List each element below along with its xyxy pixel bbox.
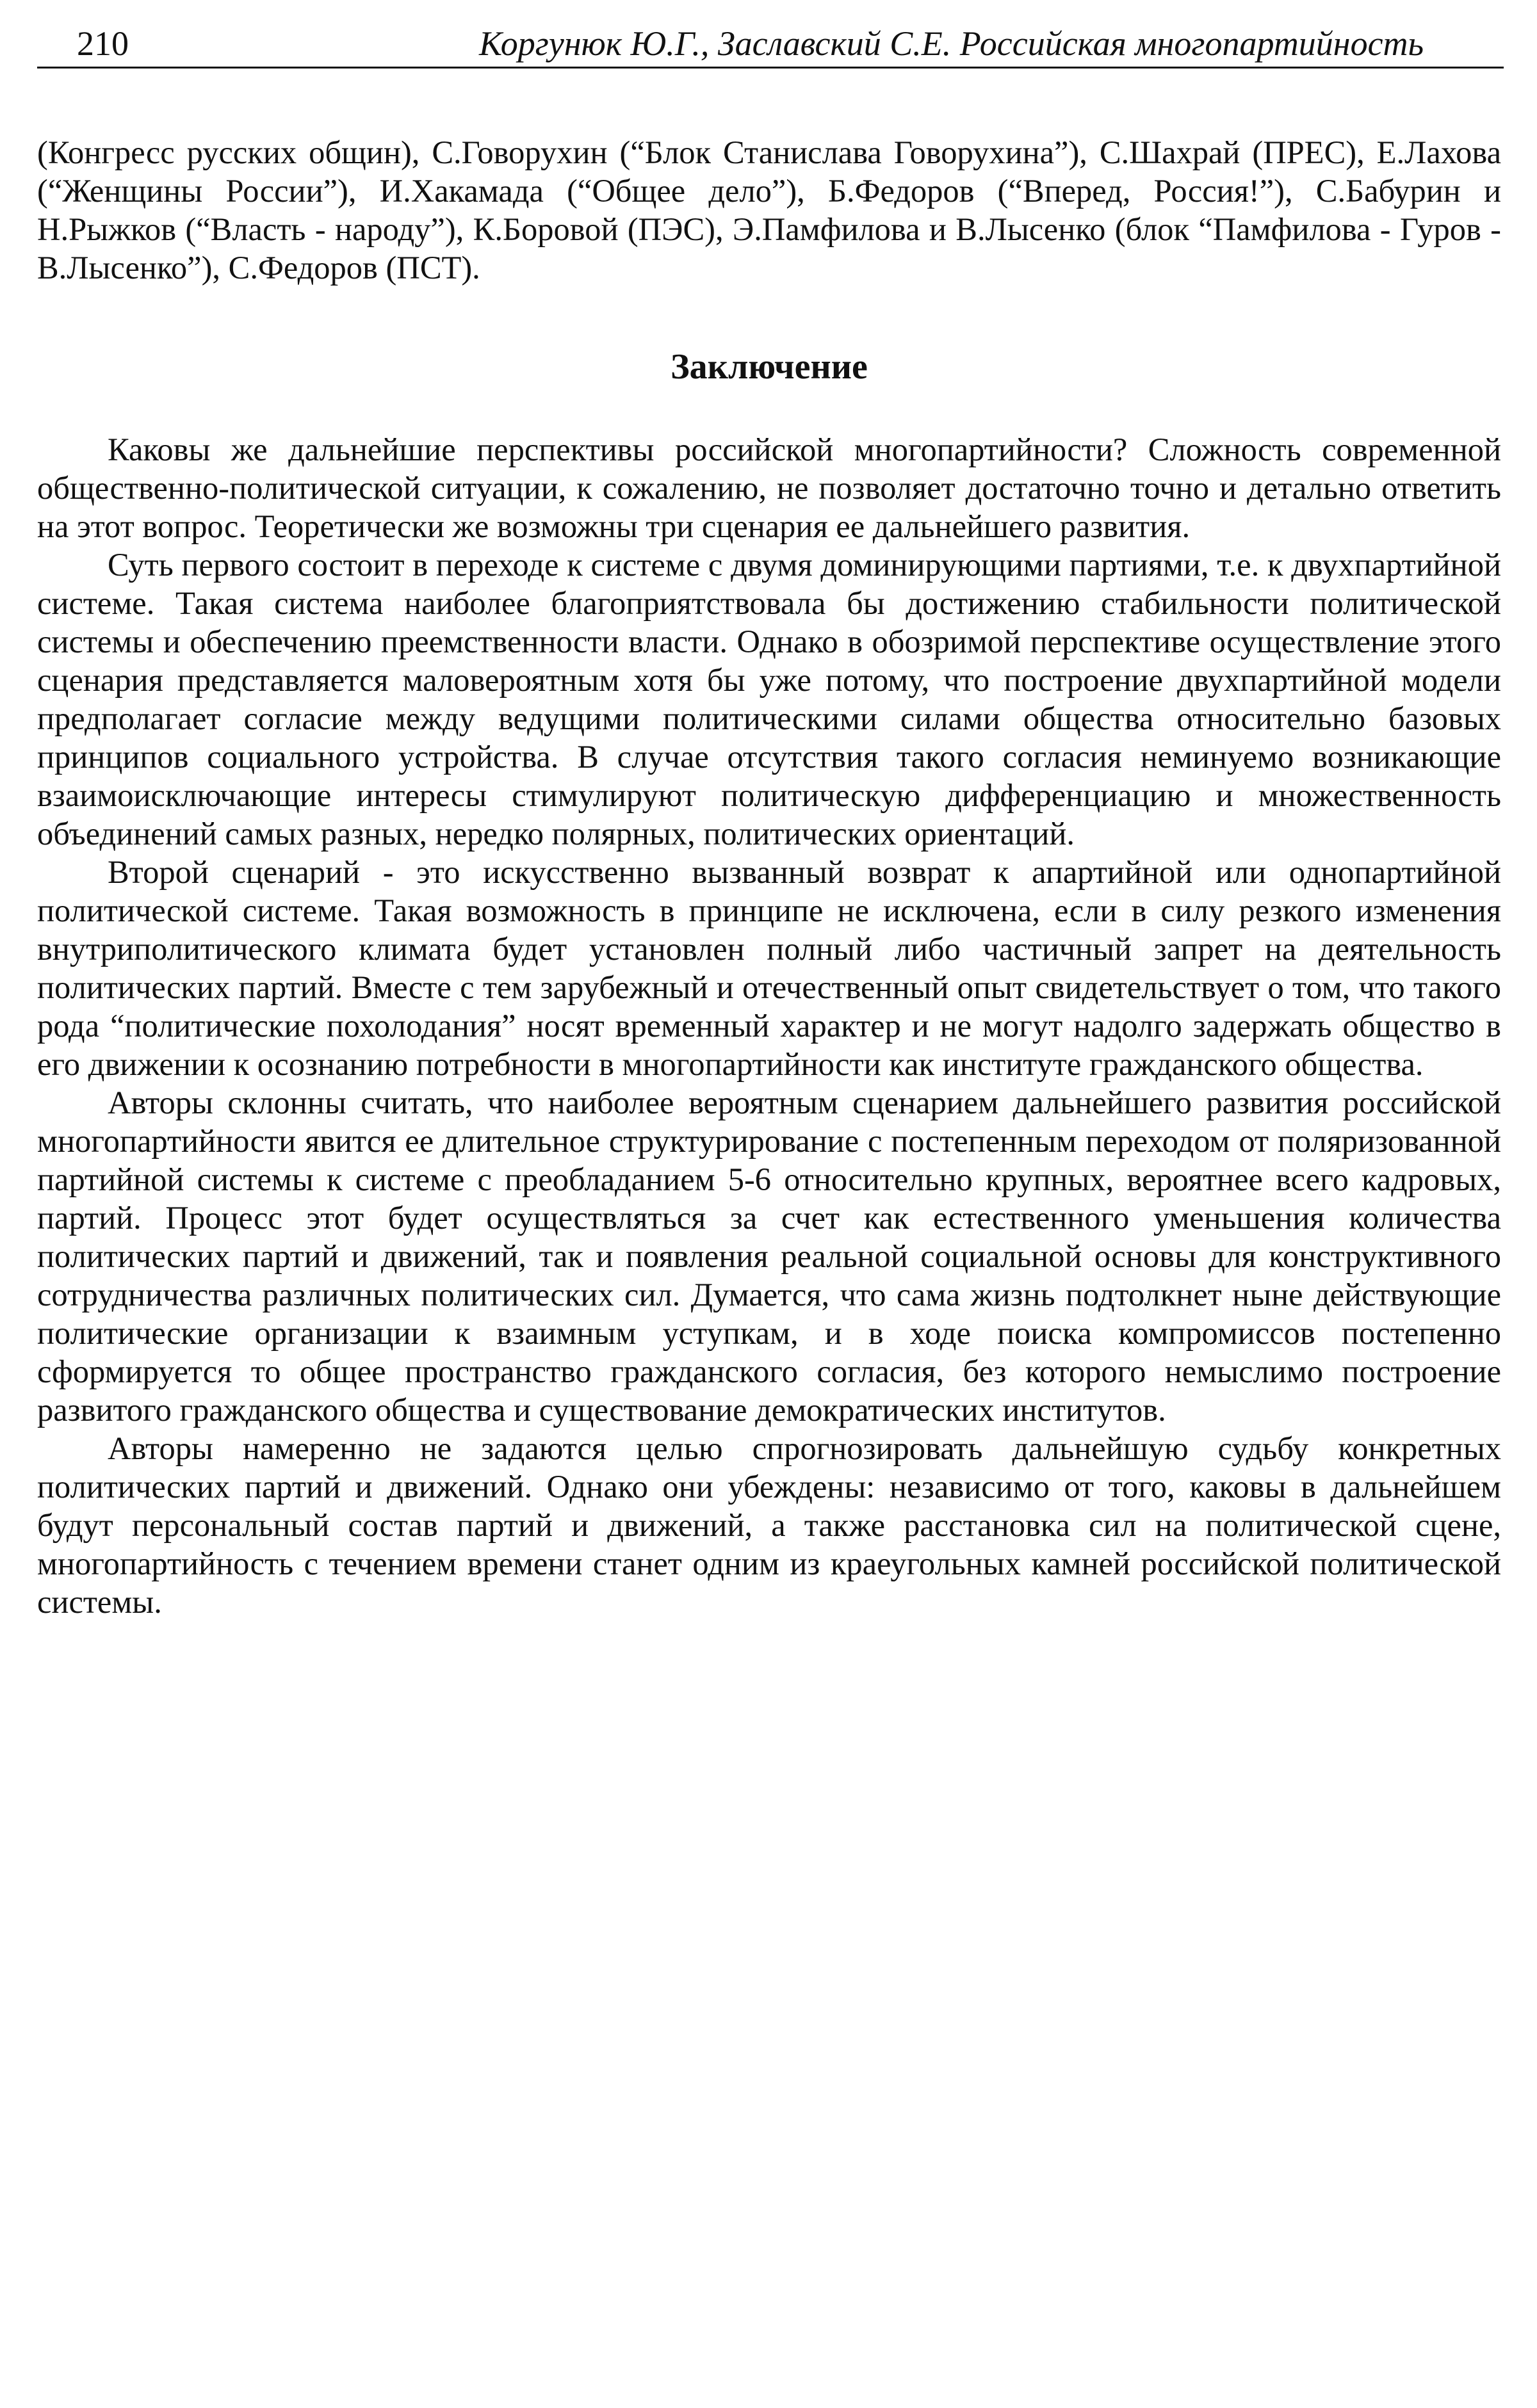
page-number: 210 xyxy=(77,24,129,63)
paragraph-4: Авторы склонны считать, что наиболее вероятным сценарием дальнейшего развития российской многопартийности явится ее длительное структурирование с постепенным переходом от поляризованной партийной системы к системе с преобладанием 5-6 относительно крупных, вероятнее всего кадровых, партий. Процесс этот будет осуществляться за счет как естественного уменьшения количества политических партий и движений, так и появления реальной социальной основы для конструктивного сотрудничества различных политических сил. Думается, что сама жизнь подтолкнет ныне действующие политические организации к взаимным уступкам, и в ходе поиска компромиссов постепенно сформируется то общее пространство гражданского согласия, без которого немыслимо построение развитого гражданского общества и существование демократических институтов. xyxy=(37,1085,1501,1428)
running-header xyxy=(37,22,1504,69)
section-title: Заключение xyxy=(671,347,868,387)
page-body xyxy=(37,133,1501,1621)
intro-paragraph: (Конгресс русских общин), С.Говорухин (“Блок Станислава Говорухина”), С.Шахрай (ПРЕС), Е.Лахова (“Женщины России”), И.Хакамада (“Общее дело”), Б.Федоров (“Вперед, Россия!”), С.Бабурин и Н.Рыжков (“Власть - народу”), К.Боровой (ПЭС), Э.Памфилова и В.Лысенко (блок “Памфилова - Гуров - В.Лысенко”), С.Федоров (ПСТ). xyxy=(37,134,1501,286)
paragraph-3: Второй сценарий - это искусственно вызванный возврат к апартийной или однопартийной политической системе. Такая возможность в принципе не исключена, если в силу резкого изменения внутриполитического климата будет установлен полный либо частичный запрет на деятельность политических партий. Вместе с тем зарубежный и отечественный опыт свидетельствует о том, что такого рода “политические похолодания” носят временный характер и не могут надолго задержать общество в его движении к осознанию потребности в многопартийности как институте гражданского общества. xyxy=(37,854,1501,1082)
paragraph-1: Каковы же дальнейшие перспективы российской многопартийности? Сложность современной общественно-политической ситуации, к сожалению, не позволяет достаточно точно и детально ответить на этот вопрос. Теоретически же возможны три сценария ее дальнейшего развития. xyxy=(37,432,1501,544)
paragraph-5: Авторы намеренно не задаются целью спрогнозировать дальнейшую судьбу конкретных политических партий и движений. Однако они убеждены: независимо от того, каковы в дальнейшем будут персональный состав партий и движений, а также расстановка сил на политической сцене, многопартийность с течением времени станет одним из краеугольных камней российской политической системы. xyxy=(37,1430,1501,1620)
paragraph-2: Суть первого состоит в переходе к системе с двумя доминирующими партиями, т.е. к двухпартийной системе. Такая система наиболее благоприятствовала бы достижению стабильности политической системы и обеспечению преемственности власти. Однако в обозримой перспективе осуществление этого сценария представляется маловероятным хотя бы уже потому, что построение двухпартийной модели предполагает согласие между ведущими политическими силами общества относительно базовых принципов социального устройства. В случае отсутствия такого согласия неминуемо возникающие взаимоисключающие интересы стимулируют политическую дифференциацию и множественность объединений самых разных, нередко полярных, политических ориентаций. xyxy=(37,547,1501,852)
running-title: Коргунюк Ю.Г., Заславский С.Е. Российская многопартийность xyxy=(479,24,1424,63)
